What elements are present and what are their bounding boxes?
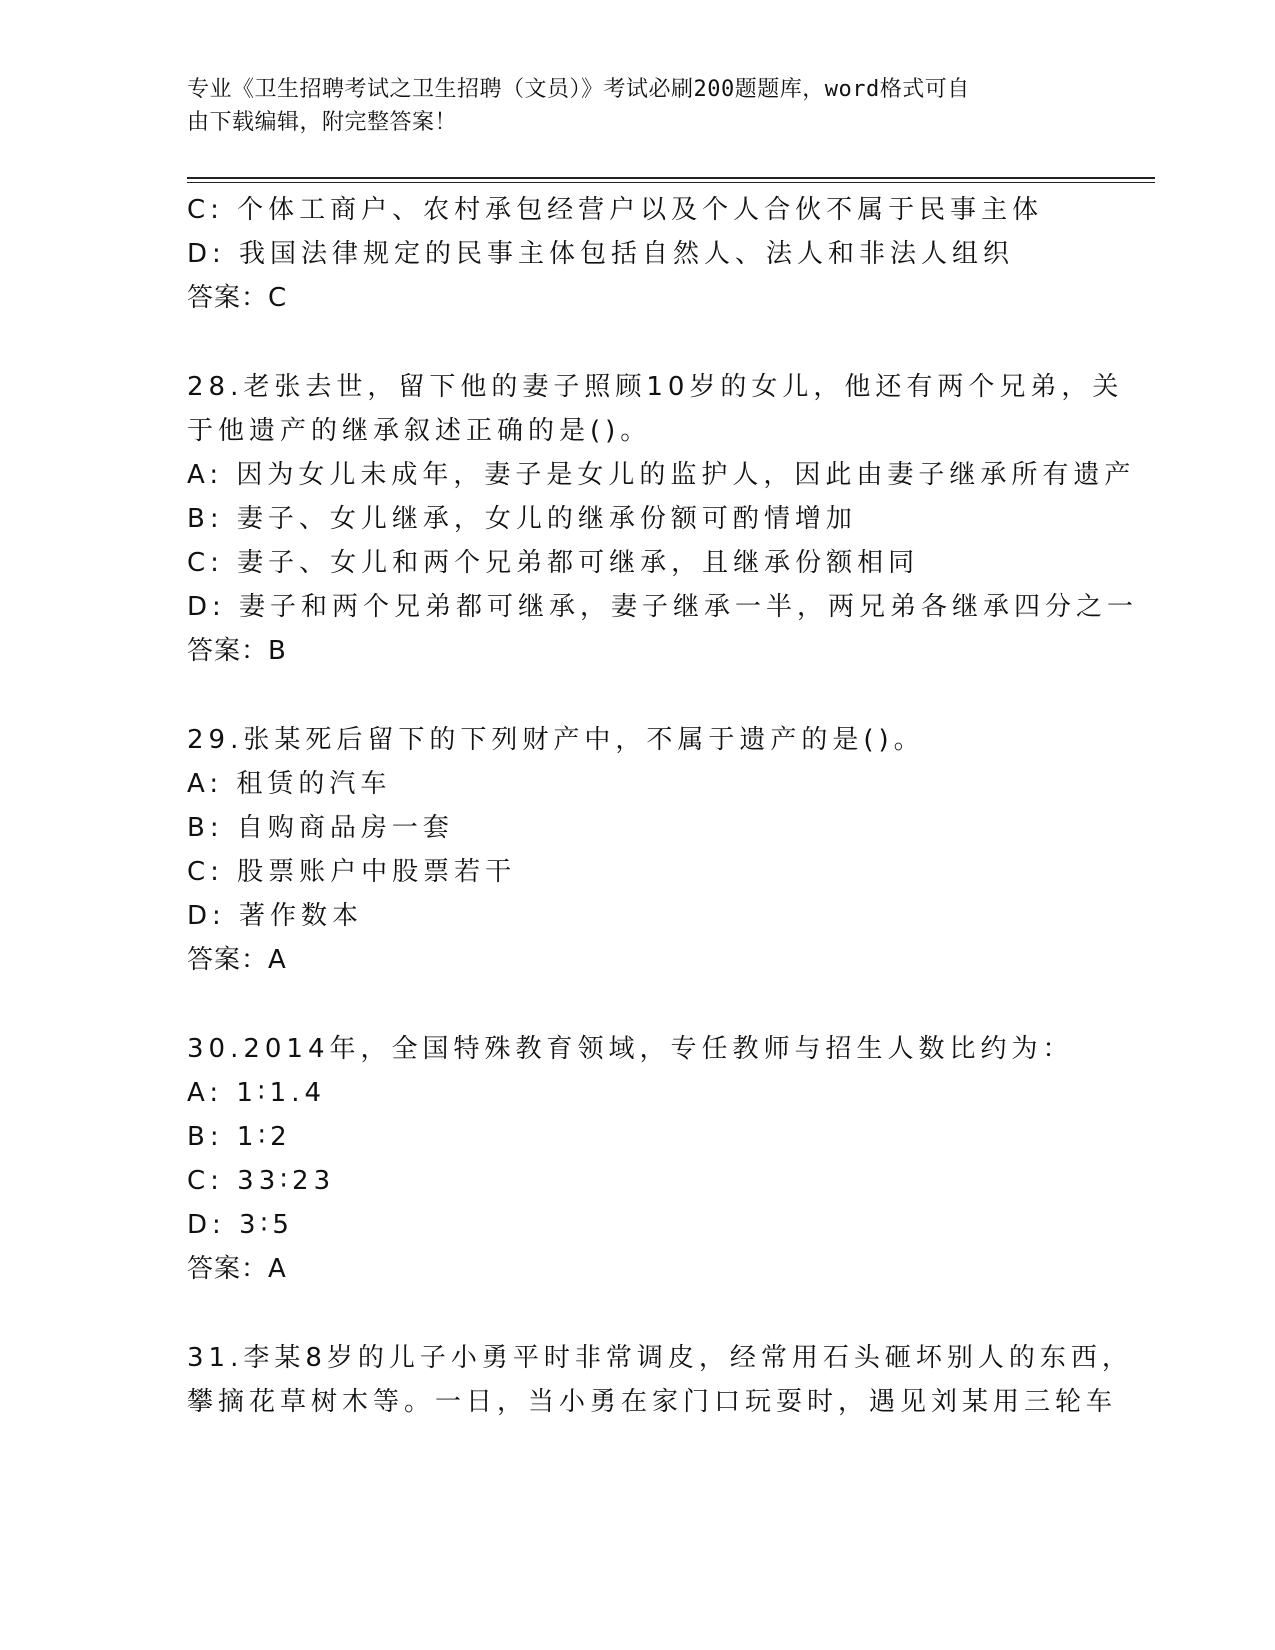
question-31: 31.李某8岁的儿子小勇平时非常调皮，经常用石头砸坏别人的东西， — [187, 1343, 1133, 1373]
answer: 答案：A — [187, 945, 287, 975]
document-header — [187, 73, 1067, 139]
question-29: 29.张某死后留下的下列财产中，不属于遗产的是()。 — [187, 725, 925, 755]
answer: 答案：C — [187, 283, 288, 313]
option-a: A: 租赁的汽车 — [187, 769, 392, 799]
option-d: D: 著作数本 — [187, 901, 364, 931]
question-30: 30.2014年，全国特殊教育领域，专任教师与招生人数比约为： — [187, 1034, 1074, 1064]
option-b: B: 妻子、女儿继承，女儿的继承份额可酌情增加 — [187, 504, 857, 534]
option-d: D: 我国法律规定的民事主体包括自然人、法人和非法人组织 — [187, 239, 1015, 269]
option-d: D: 3∶5 — [187, 1210, 294, 1240]
question-31-cont: 攀摘花草树木等。一日，当小勇在家门口玩耍时，遇见刘某用三轮车 — [187, 1387, 1118, 1417]
option-a: A: 1∶1.4 — [187, 1078, 327, 1108]
header-divider-thin — [187, 182, 1155, 183]
answer: 答案：A — [187, 1254, 287, 1284]
option-b: B: 自购商品房一套 — [187, 813, 454, 843]
question-28-cont: 于他遗产的继承叙述正确的是()。 — [187, 416, 652, 446]
option-a: A: 因为女儿未成年，妻子是女儿的监护人，因此由妻子继承所有遗产 — [187, 460, 1136, 490]
option-c: C: 33∶23 — [187, 1166, 336, 1196]
option-c: C: 股票账户中股票若干 — [187, 857, 517, 887]
header-line-2: 由下载编辑，附完整答案！ — [187, 110, 458, 135]
option-c: C: 个体工商户、农村承包经营户以及个人合伙不属于民事主体 — [187, 195, 1044, 225]
question-28: 28.老张去世，留下他的妻子照顾10岁的女儿，他还有两个兄弟，关 — [187, 372, 1124, 402]
header-line-1: 专业《卫生招聘考试之卫生招聘（文员）》考试必刷200题题库，word格式可自 — [187, 77, 970, 102]
header-divider-thick — [187, 177, 1155, 179]
option-d: D: 妻子和两个兄弟都可继承，妻子继承一半，两兄弟各继承四分之一 — [187, 592, 1139, 622]
option-c: C: 妻子、女儿和两个兄弟都可继承，且继承份额相同 — [187, 548, 920, 578]
answer: 答案：B — [187, 636, 287, 666]
option-b: B: 1∶2 — [187, 1122, 292, 1152]
